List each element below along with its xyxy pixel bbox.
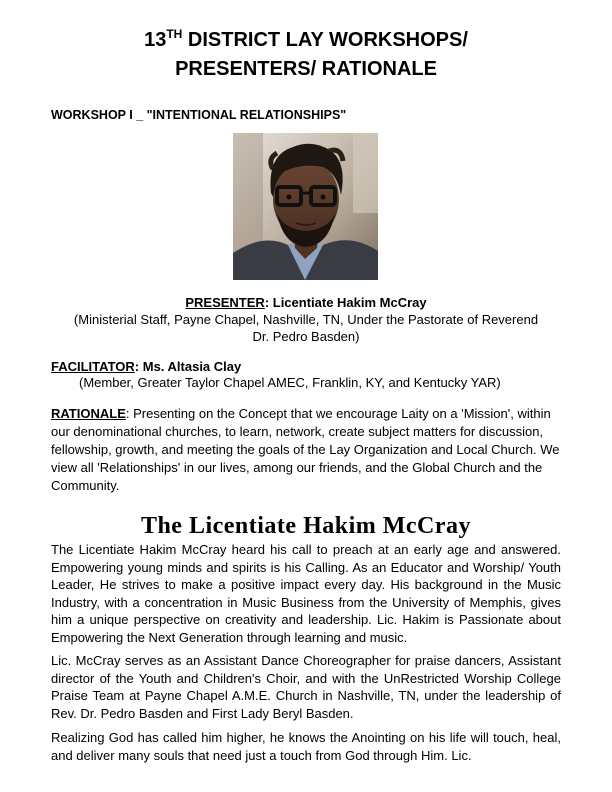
page-title-line-2: PRESENTERS/ RATIONALE: [175, 58, 437, 80]
bio-paragraph-2: Lic. McCray serves as an Assistant Dance Choreographer for praise dancers, Assistant director of the Youth and Children's Choir, and with the UnRestricted Worship College Praise Team at Payne Chapel A.M.E. Church in Nashville, TN, under the leadership of Rev. Dr. Pedro Basden and First Lady Beryl Basden.: [51, 653, 561, 721]
title-superscript: TH: [166, 27, 183, 41]
presenter-photo: [233, 133, 378, 280]
rationale-text: : Presenting on the Concept that we encourage Laity on a 'Mission', within our denominational churches, to learn, network, create subject matters for discussion, fellowship, growth, and meeting the goals of the Lay Organization and Local Church. We view all 'Relationships' in our lives, among our friends, and the Global Church and the Community.: [51, 406, 560, 493]
presenter-label: PRESENTER: [185, 295, 265, 310]
bio-paragraph-1: The Licentiate Hakim McCray heard his call to preach at an early age and answered. Empowering young minds and spirits is his Calling. As an Educator and Worship/ Youth Leader, He strives to make a positive impact every day. His background in the Music Industry, with a concentration in Music Business from the University of Memphis, gives him a unique perspective on creativity and leadership. Lic. Hakim is Passionate about Empowering the Next Generation through learning and music.: [51, 542, 561, 645]
facilitator-label: FACILITATOR: [51, 359, 135, 374]
presenter-name: : Licentiate Hakim McCray: [264, 295, 427, 310]
bio-heading: The Licentiate Hakim McCray: [140, 513, 472, 539]
bio-paragraph-3: Realizing God has called him higher, he knows the Anointing on his life will touch, heal, and deliver many souls that need just a touch from God through Him. Lic.: [51, 730, 561, 763]
presenter-detail-2: Dr. Pedro Basden): [252, 329, 360, 344]
rationale-label: RATIONALE: [51, 406, 126, 421]
facilitator-name: Ms. Altasia Clay: [142, 359, 242, 374]
presenter-portrait-image: [233, 133, 378, 280]
presenter-detail-1: (Ministerial Staff, Payne Chapel, Nashville, TN, Under the Pastorate of Reverend: [73, 312, 539, 327]
workshop-heading: WORKSHOP I _ "INTENTIONAL RELATIONSHIPS": [51, 108, 347, 122]
page-title-line-1: 13TH DISTRICT LAY WORKSHOPS/: [144, 27, 468, 51]
facilitator-detail: (Member, Greater Taylor Chapel AMEC, Franklin, KY, and Kentucky YAR): [79, 375, 501, 390]
presenter-line: [30, 294, 582, 311]
facilitator-line: FACILITATOR: Ms. Altasia Clay: [51, 359, 242, 374]
rationale-paragraph: [51, 405, 566, 495]
